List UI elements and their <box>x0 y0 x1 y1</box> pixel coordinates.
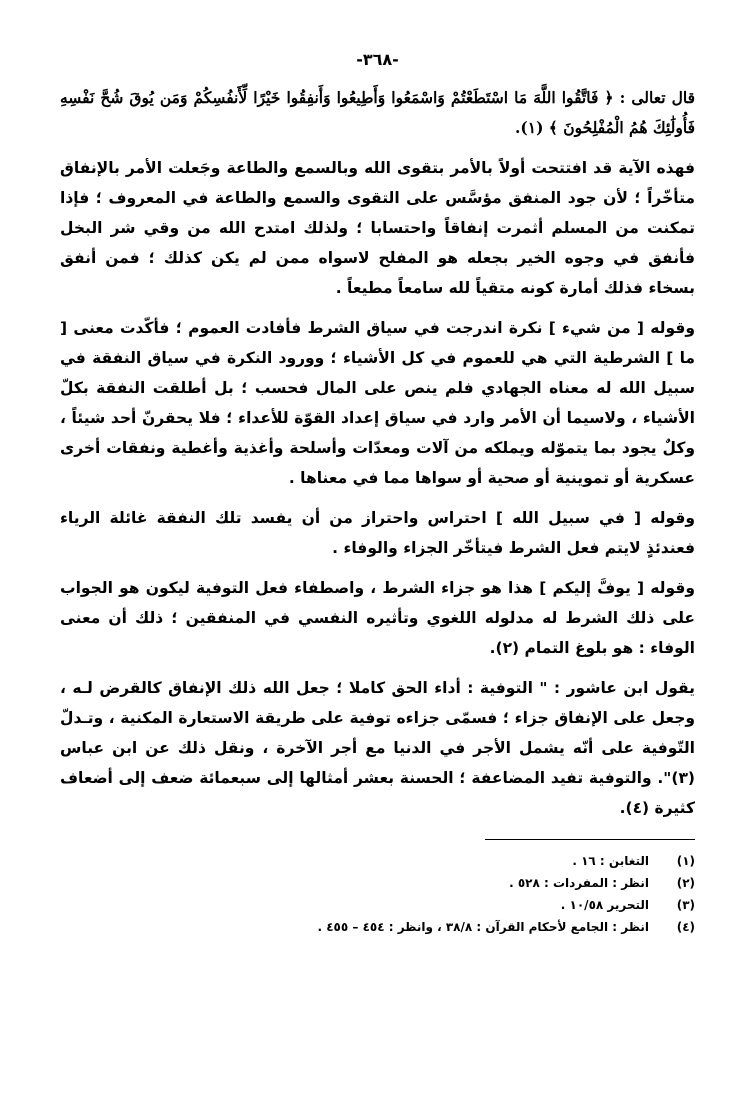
footnote <box>60 850 695 872</box>
footnote-text: التغابن : ١٦ . <box>572 854 649 868</box>
book-page <box>60 50 695 938</box>
verse-paragraph: قال تعالى : ﴿ فَاتَّقُوا اللَّهَ مَا اسْتَطَعْتُمْ وَاسْمَعُوا وَأَطِيعُوا وَأَنفِقُوا خَيْرًا لِّأَنفُسِكُمْ وَمَن يُوقَ شُحَّ نَفْسِهِ فَأُولَٰئِكَ هُمُ الْمُفْلِحُونَ ﴾ (١). <box>60 88 695 137</box>
footnote <box>60 894 695 916</box>
footnote-number: (٤) <box>676 920 695 934</box>
footnote-text: انظر : المفردات : ٥٢٨ . <box>509 876 649 890</box>
footnote <box>60 916 695 938</box>
footnote-divider <box>485 839 695 840</box>
footnote-number: (٢) <box>676 876 695 890</box>
paragraph-min-shay: وقوله [ من شيء ] نكرة اندرجت في سياق الشرط فأفادت العموم ؛ فأكّدت معنى [ ما ] الشرطية التي هي للعموم في كل الأشياء ؛ وورود النكرة في سياق النفقة في سبيل الله له معناه الجهادي فلم ينص على المال فحسب ؛ بل أطلقت النفقة بكلّ الأشياء ، ولاسيما أن الأمر وارد في سياق إعداد القوّة للأعداء ؛ فلا يحقرنّ أحد شيئاً ، وكلٌ يجود بما يتموّله ويملكه من آلات ومعدّات وأسلحة وأغذية وأغطية ونفقات أخرى عسكرية أو تموينية أو صحية أو سواها مما في معناها . <box>60 319 695 487</box>
footnote <box>60 872 695 894</box>
page-number: -٣٦٨- <box>356 50 399 69</box>
paragraph-yuwaffa-ilaykum: وقوله [ يوفَّ إليكم ] هذا هو جزاء الشرط ، واصطفاء فعل التوفية ليكون هو الجواب على ذلك الشرط له مدلوله اللغوي وتأثيره النفسي في المنفقين ؛ ذلك أن معنى الوفاء : هو بلوغ التمام (٢). <box>60 579 695 657</box>
footnote-text: التحرير ١٠/٥٨ . <box>560 898 649 912</box>
footnotes <box>60 850 695 938</box>
paragraph-commentary: فهذه الآية قد افتتحت أولاً بالأمر بتقوى الله وبالسمع والطاعة وجَعلت الأمر بالإنفاق متأخّراً ؛ لأن جود المنفق مؤسَّس على التقوى والسمع والطاعة في المعروف ؛ فإذا تمكنت من المسلم أثمرت إنفاقاً واحتسابا ؛ ولذلك امتدح الله من وقي شر البخل فأنفق في وجوه الخير بجعله هو المفلح لاسواه ممن لم يكن كذلك ؛ فمن أنفق بسخاء فذلك أمارة كونه متقياً لله سامعاً مطيعاً . <box>60 159 695 297</box>
footnote-number: (٣) <box>676 898 695 912</box>
footnote-text: انظر : الجامع لأحكام القرآن : ٣٨/٨ ، وانظر : ٤٥٤ – ٤٥٥ . <box>317 920 649 934</box>
paragraph-fi-sabil-allah: وقوله [ في سبيل الله ] احتراس واحتراز من أن يفسد تلك النفقة غائلة الرياء فعندئذٍ لايتم فعل الشرط فيتأخّر الجزاء والوفاء . <box>60 509 695 557</box>
paragraph-ibn-ashur: يقول ابن عاشور : " التوفية : أداء الحق كاملا ؛ جعل الله ذلك الإنفاق كالقرض لـه ، وجعل على الإنفاق جزاء ؛ فسمّى جزاءه توفية على طريقة الاستعارة المكنية ، وتـدلّ التّوفية على أنّه يشمل الأجر في الدنيا مع أجر الآخرة ، ونقل ذلك عن ابن عباس (٣)". والتوفية تفيد المضاعفة ؛ الحسنة بعشر أمثالها إلى سبعمائة ضعف إلى أضعاف كثيرة (٤). <box>60 679 695 817</box>
footnote-number: (١) <box>676 854 695 868</box>
